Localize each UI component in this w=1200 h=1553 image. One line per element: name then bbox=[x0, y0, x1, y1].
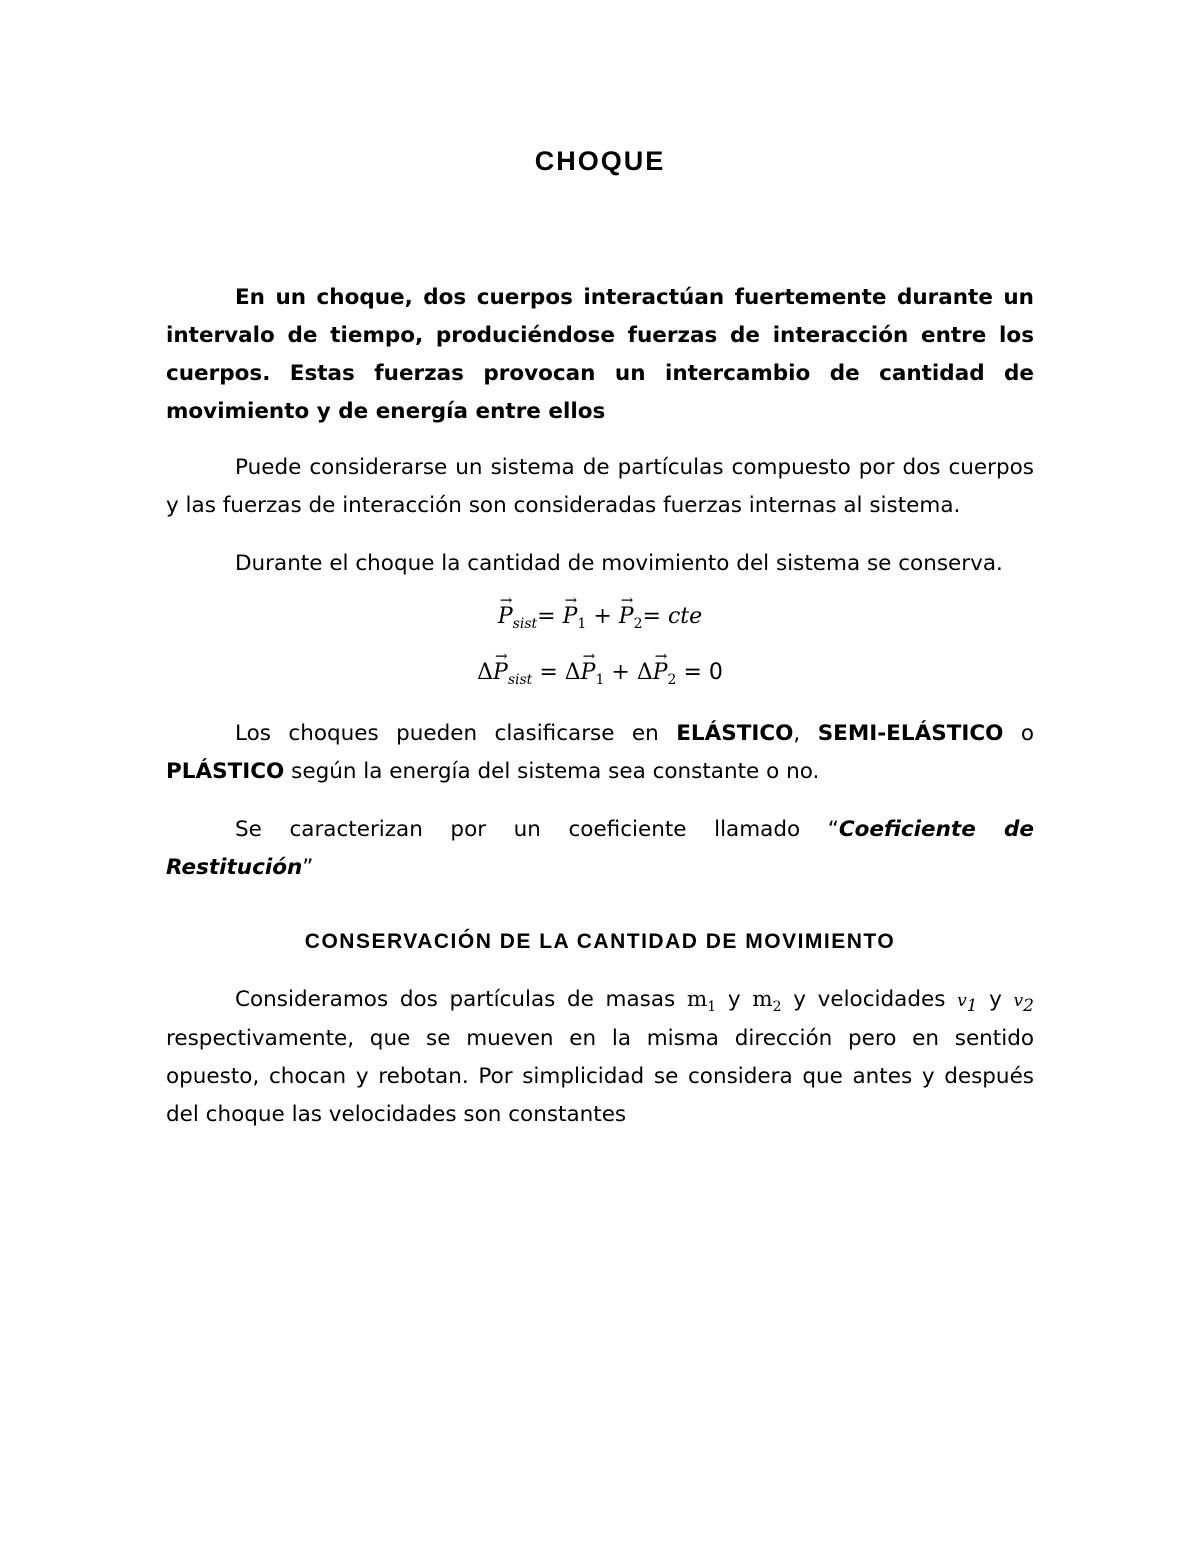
coefficient-paragraph: Se caracterizan por un coeficiente llamado “Coeficiente de Restitución” bbox=[166, 817, 1034, 880]
velocity-v1: v bbox=[957, 991, 967, 1011]
particles-paragraph: Consideramos dos partículas de masas $m_1$ y $m_2$ y velocidades $v_1$ y $v_2$ respectivamente, que se mueven en la misma dirección pero en sentido opuesto, chocan y rebotan. Por simplicidad se considera que antes y después del choque las velocidades son constantes bbox=[166, 987, 1034, 1127]
vector-p2: → P bbox=[619, 604, 634, 629]
restitution-term: Coeficiente de Restitución bbox=[166, 817, 1034, 880]
classification-paragraph: Los choques pueden clasificarse en ELÁSTICO, SEMI-ELÁSTICO o PLÁSTICO según la energía del sistema sea constante o no. bbox=[166, 721, 1034, 784]
vector-delta-p1: → P bbox=[581, 660, 596, 685]
intro-paragraph: En un choque, dos cuerpos interactúan fuertemente durante un intervalo de tiempo, produciéndose fuerzas de interacción entre los cuerpos. Estas fuerzas provocan un intercambio de cantidad de movimiento y de energía entre ellos bbox=[166, 285, 1034, 424]
vector-delta-p-sist: → P bbox=[493, 660, 508, 685]
elastic-term: ELÁSTICO bbox=[676, 721, 794, 746]
document-title: CHOQUE bbox=[534, 146, 666, 176]
momentum-equation: → $P_{sist}= \to P_1$ + → $P_2=$ cte bbox=[166, 604, 1034, 629]
mass-m1: m bbox=[686, 987, 708, 1012]
conservation-paragraph: Durante el choque la cantidad de movimiento del sistema se conserva. bbox=[235, 551, 1003, 576]
section-heading: CONSERVACIÓN DE LA CANTIDAD DE MOVIMIENTO bbox=[304, 930, 896, 953]
system-paragraph: Puede considerarse un sistema de partículas compuesto por dos cuerpos y las fuerzas de interacción son consideradas fuerzas internas al sistema. bbox=[166, 455, 1034, 518]
velocity-v2: v bbox=[1013, 991, 1024, 1011]
delta-momentum-equation: $\Delta\to P_{sist} = \Delta\to P_1 + \Delta\to P_2 = 0$ bbox=[166, 660, 1034, 685]
mass-m2: m bbox=[752, 987, 773, 1012]
plastic-term: PLÁSTICO bbox=[166, 759, 285, 784]
semi-elastic-term: SEMI-ELÁSTICO bbox=[817, 721, 1004, 746]
vector-delta-p2: → P bbox=[653, 660, 668, 685]
vector-p1: → P bbox=[563, 604, 578, 629]
vector-p-sist: → P bbox=[498, 604, 513, 629]
